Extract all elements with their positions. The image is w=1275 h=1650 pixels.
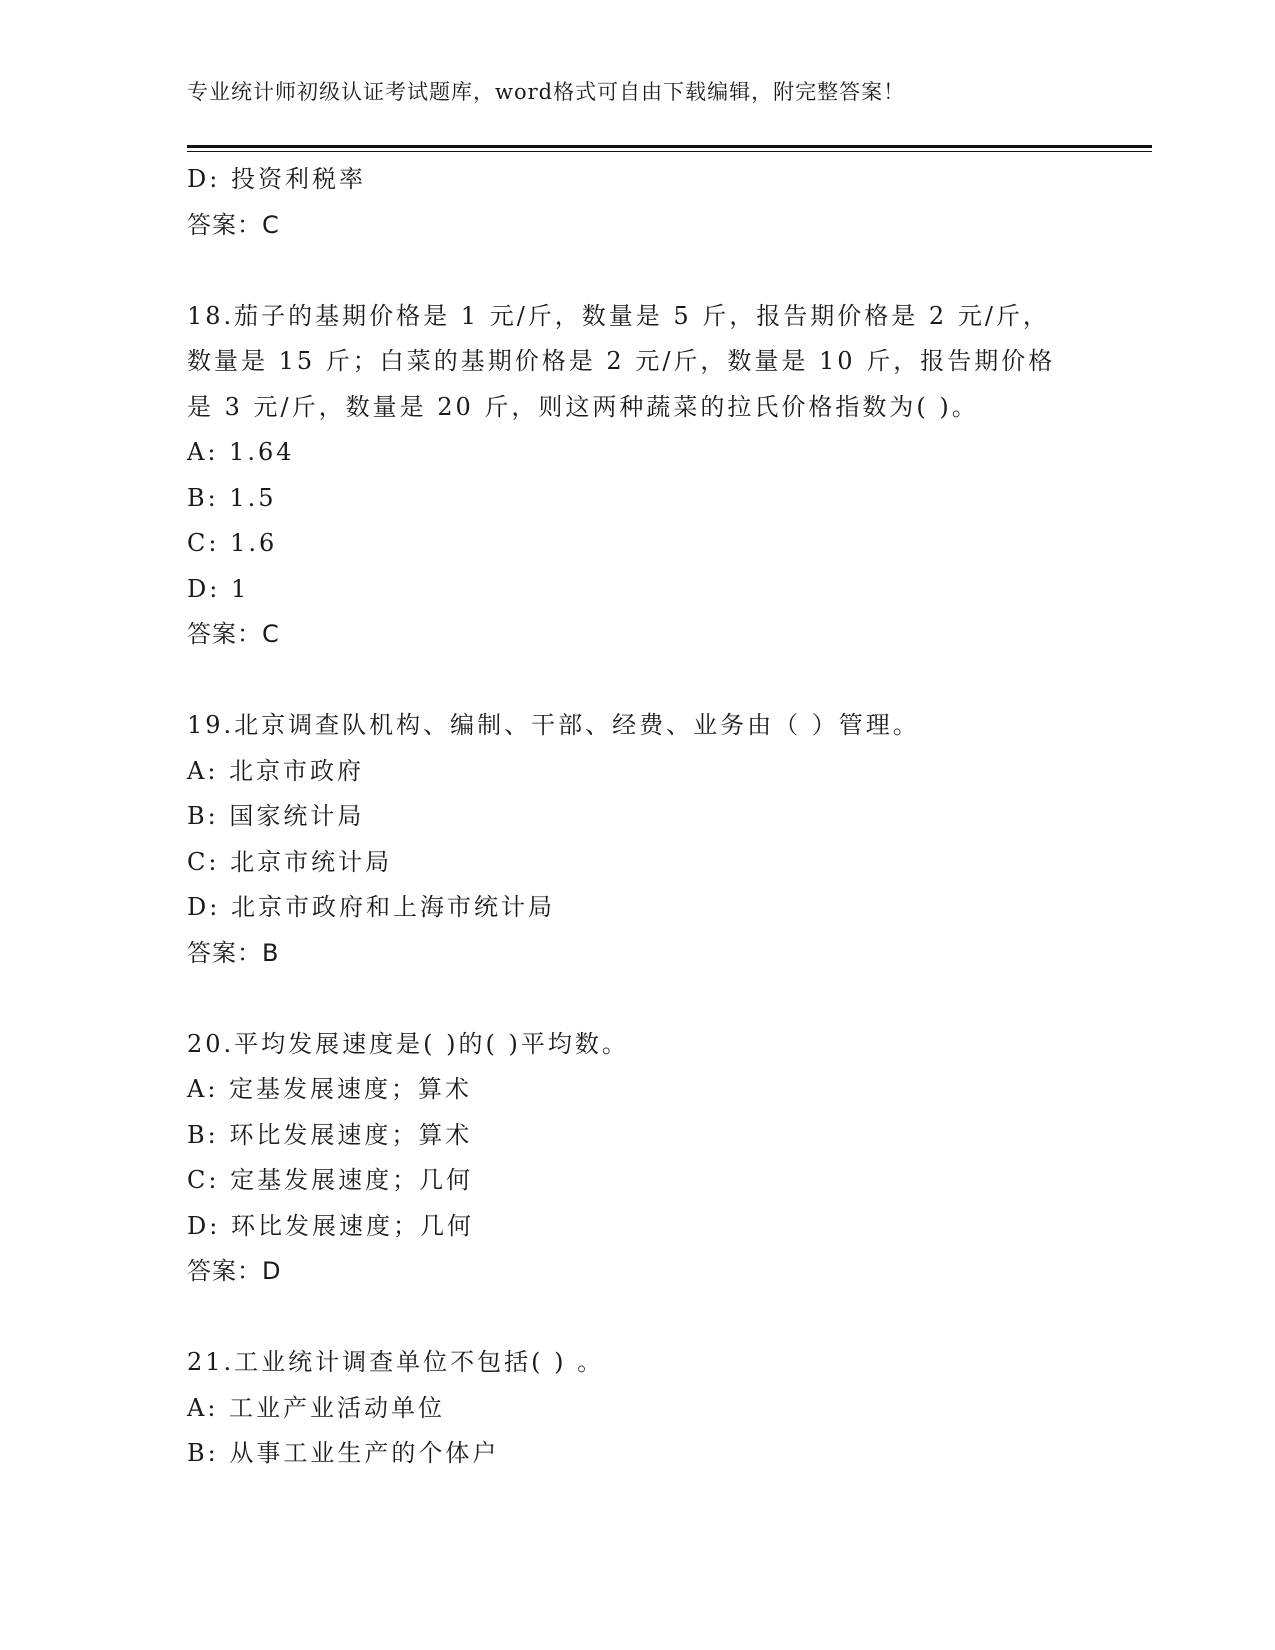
option-c: C: 定基发展速度；几何: [187, 1166, 474, 1194]
option-c: C: 北京市统计局: [187, 847, 393, 876]
answer: 答案：D: [187, 1257, 282, 1285]
option-b: B: 1.5: [187, 483, 277, 512]
option-c: C: 1.6: [187, 529, 278, 557]
option-d: D: 北京市政府和上海市统计局: [187, 893, 555, 921]
question-stem: 18.茄子的基期价格是 1 元/斤，数量是 5 斤，报告期价格是 2 元/斤，: [187, 301, 1050, 330]
question-18: [187, 294, 1147, 658]
option-a: A: 北京市政府: [187, 756, 365, 785]
option-b: B: 国家统计局: [187, 802, 365, 830]
option-a: A: 工业产业活动单位: [187, 1393, 446, 1422]
question-stem: 21.工业统计调查单位不包括( ) 。: [187, 1348, 605, 1376]
question-17-tail: [187, 157, 1147, 248]
question-19: [187, 703, 1147, 976]
header-rule-thin: [187, 151, 1152, 152]
question-stem: 19.北京调查队机构、编制、干部、经费、业务由（ ）管理。: [187, 711, 920, 739]
answer: 答案：C: [187, 620, 280, 648]
header-rule-thick: [187, 145, 1152, 148]
question-list: [187, 157, 1147, 1477]
option-d: D: 投资利税率: [187, 165, 366, 193]
option-d: D: 环比发展速度；几何: [187, 1211, 474, 1240]
question-20: [187, 1022, 1147, 1295]
question-21: [187, 1340, 1147, 1477]
page-header: 专业统计师初级认证考试题库，word格式可自由下载编辑，附完整答案！: [187, 80, 906, 104]
option-d: D: 1: [187, 574, 250, 603]
question-stem: 20.平均发展速度是( )的( )平均数。: [187, 1029, 629, 1058]
question-stem: 数量是 15 斤；白菜的基期价格是 2 元/斤，数量是 10 斤，报告期价格: [187, 347, 1056, 375]
option-a: A: 定基发展速度；算术: [187, 1075, 473, 1103]
answer: 答案：C: [187, 210, 280, 239]
option-b: B: 从事工业生产的个体户: [187, 1439, 500, 1467]
question-stem: 是 3 元/斤，数量是 20 斤，则这两种蔬菜的拉氏价格指数为( )。: [187, 392, 979, 421]
option-b: B: 环比发展速度；算术: [187, 1120, 473, 1149]
answer: 答案：B: [187, 938, 280, 967]
option-a: A: 1.64: [187, 438, 295, 466]
